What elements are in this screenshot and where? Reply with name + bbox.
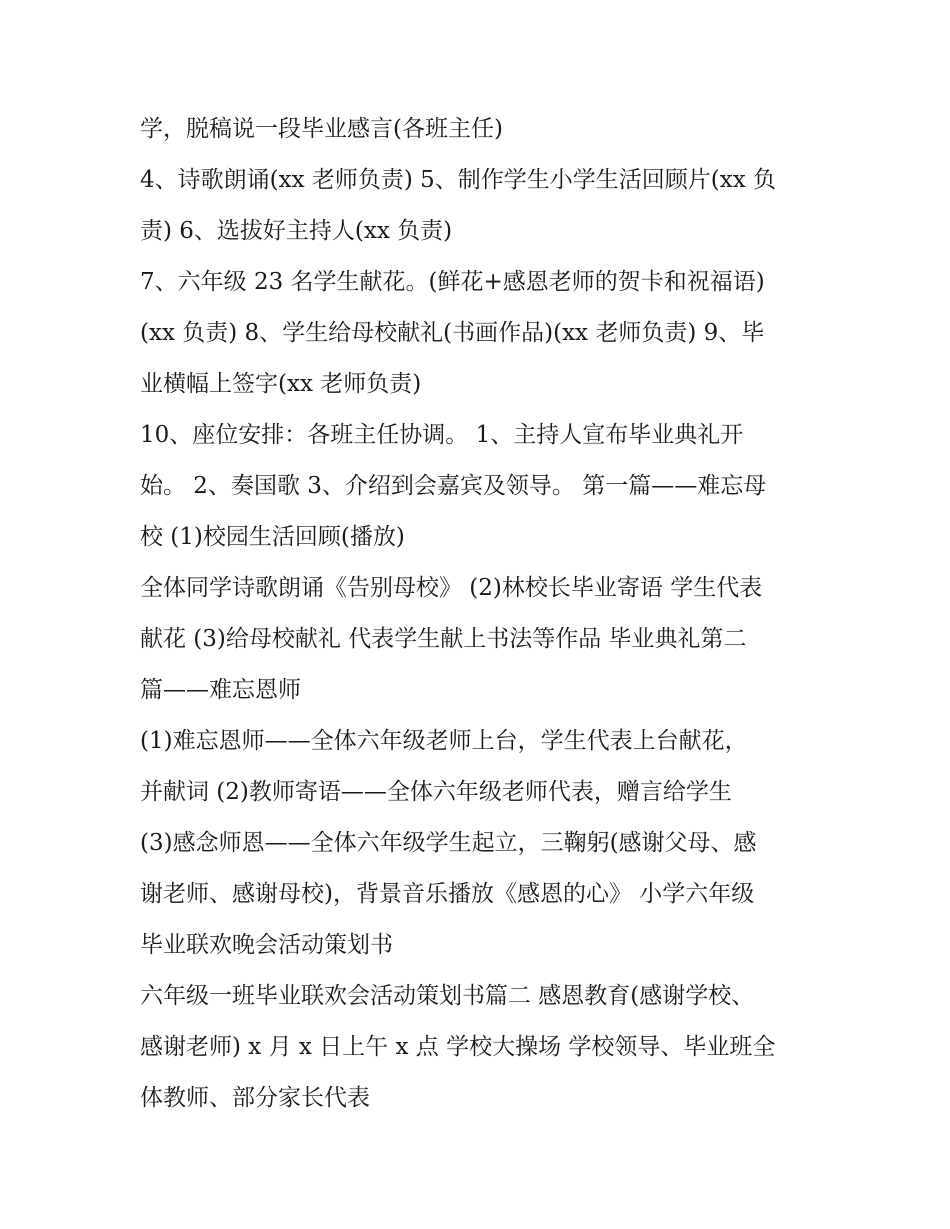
text-line: 毕业联欢晚会活动策划书 [140, 932, 393, 958]
text-line: 责) 6、选拔好主持人(xx 负责) [140, 218, 453, 244]
text-line: 篇——难忘恩师 [140, 677, 301, 703]
text-line: 体教师、部分家长代表 [140, 1085, 370, 1111]
text-line: 业横幅上签字(xx 老师负责) [140, 371, 422, 397]
text-line: 4、诗歌朗诵(xx 老师负责) 5、制作学生小学生活回顾片(xx 负 [140, 167, 777, 193]
text-line: (1)难忘恩师——全体六年级老师上台，学生代表上台献花， [140, 728, 748, 754]
text-line: 六年级一班毕业联欢会活动策划书篇二 感恩教育(感谢学校、 [140, 983, 755, 1009]
text-line: 10、座位安排：各班主任协调。 1、主持人宣布毕业典礼开 [140, 422, 744, 448]
text-line: 全体同学诗歌朗诵《告别母校》 (2)林校长毕业寄语 学生代表 [140, 575, 763, 601]
text-line: 学，脱稿说一段毕业感言(各班主任) [140, 116, 503, 142]
text-line: 献花 (3)给母校献礼 代表学生献上书法等作品 毕业典礼第二 [140, 626, 747, 652]
document-body [140, 104, 820, 1124]
text-line: 始。 2、奏国歌 3、介绍到会嘉宾及领导。 第一篇——难忘母 [140, 473, 767, 499]
text-line: 7、六年级 23 名学生献花。(鲜花+感恩老师的贺卡和祝福语) [140, 269, 765, 295]
text-line: 并献词 (2)教师寄语——全体六年级老师代表，赠言给学生 [140, 779, 732, 805]
text-line: (3)感念师恩——全体六年级学生起立，三鞠躬(感谢父母、感 [140, 830, 757, 856]
text-line: 校 (1)校园生活回顾(播放) [140, 524, 405, 550]
text-line: (xx 负责) 8、学生给母校献礼(书画作品)(xx 老师负责) 9、毕 [140, 320, 765, 346]
text-line: 谢老师、感谢母校)，背景音乐播放《感恩的心》 小学六年级 [140, 881, 755, 907]
text-line: 感谢老师) x 月 x 日上午 x 点 学校大操场 学校领导、毕业班全 [140, 1034, 776, 1060]
